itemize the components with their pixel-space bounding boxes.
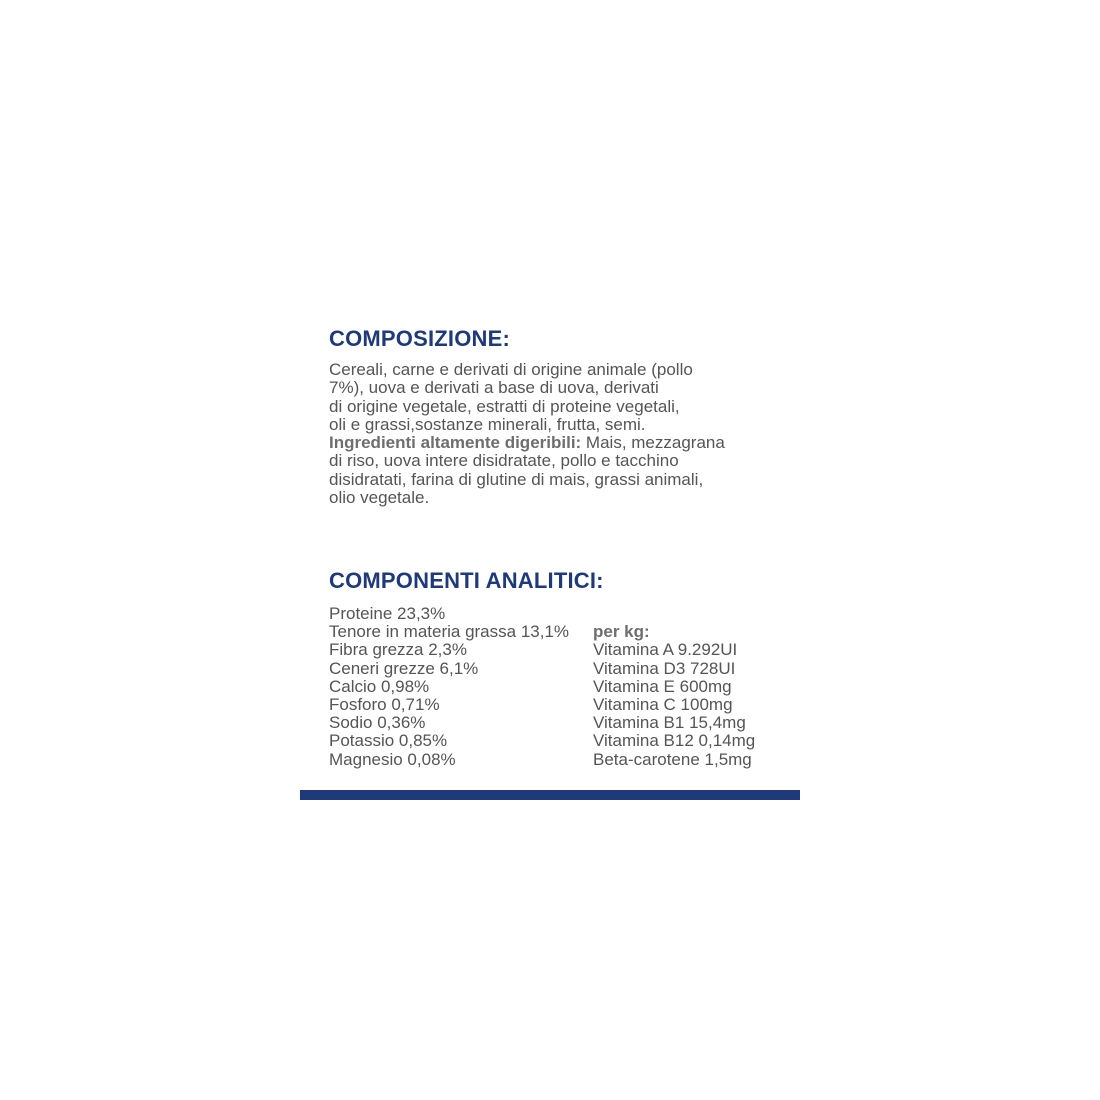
- componenti-heading: COMPONENTI ANALITICI:: [329, 568, 604, 593]
- bottom-accent-bar: [300, 790, 800, 800]
- composizione-heading: COMPOSIZIONE:: [329, 326, 511, 351]
- highly-digestible-line: [329, 434, 799, 452]
- highly-digestible-line: di riso, uova intere disidratate, pollo e tacchino: [329, 451, 679, 471]
- composizione-line: Cereali, carne e derivati di origine animale (pollo: [329, 360, 693, 379]
- composizione-line: 7%), uova e derivati a base di uova, derivati: [329, 378, 659, 398]
- vitamin-item: Vitamina C 100mg: [593, 695, 733, 714]
- vitamin-item: Vitamina B12 0,14mg: [593, 731, 756, 751]
- composizione-line: oli e grassi,sostanze minerali, frutta, semi.: [329, 414, 646, 434]
- highly-digestible-label: Ingredienti altamente digeribili:: [329, 433, 582, 453]
- analytic-item: Calcio 0,98%: [329, 676, 430, 696]
- per-kg-label: per kg:: [593, 622, 650, 642]
- highly-digestible-line: olio vegetale.: [329, 488, 430, 508]
- composizione-text: [329, 361, 799, 507]
- analytic-item: Ceneri grezze 6,1%: [329, 658, 479, 678]
- analytic-item: Magnesio 0,08%: [329, 749, 456, 769]
- analytic-item: Fibra grezza 2,3%: [329, 640, 467, 660]
- vitamins-per-kg-list: [593, 623, 803, 769]
- nutrition-panel: [300, 318, 800, 800]
- vitamin-item: Beta-carotene 1,5mg: [593, 749, 752, 769]
- vitamin-item: Vitamina E 600mg: [593, 676, 732, 696]
- analytic-item: Fosforo 0,71%: [329, 695, 440, 715]
- analytic-item: Potassio 0,85%: [329, 731, 448, 751]
- vitamin-item: Vitamina B1 15,4mg: [593, 713, 746, 733]
- highly-digestible-line: disidratati, farina di glutine di mais, grassi animali,: [329, 469, 704, 489]
- analytic-item: Tenore in materia grassa 13,1%: [329, 622, 570, 642]
- vitamin-item: Vitamina D3 728UI: [593, 658, 736, 678]
- analytic-item: Proteine 23,3%: [329, 604, 446, 623]
- composizione-line: di origine vegetale, estratti di proteine vegetali,: [329, 396, 680, 416]
- vitamin-item: Vitamina A 9.292UI: [593, 640, 738, 660]
- analytic-item: Sodio 0,36%: [329, 713, 426, 733]
- highly-digestible-first-line: Mais, mezzagrana: [581, 433, 725, 453]
- analytic-components-list: [329, 605, 589, 769]
